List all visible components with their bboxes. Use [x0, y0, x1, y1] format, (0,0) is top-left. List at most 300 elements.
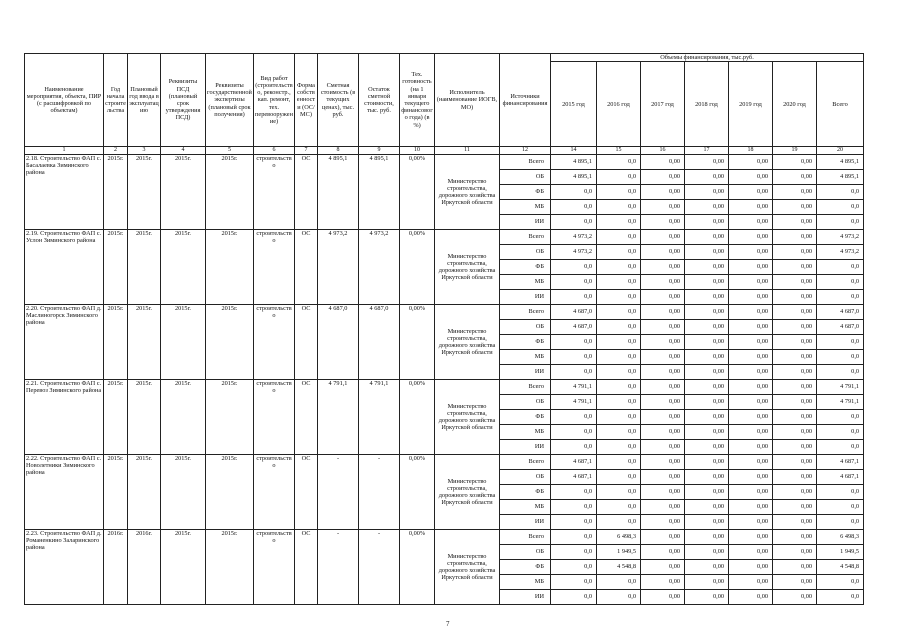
funding-value: 0,0 [551, 425, 597, 440]
ownership: ОС [295, 380, 318, 455]
funding-value: 0,00 [729, 590, 773, 605]
ownership: ОС [295, 230, 318, 305]
commission-year: 2015г. [128, 305, 161, 380]
column-number: 10 [400, 147, 435, 155]
funding-value: 4 687,0 [551, 305, 597, 320]
funding-value: 0,0 [817, 590, 864, 605]
funding-value: 0,00 [773, 545, 817, 560]
funding-source: ОБ [500, 170, 551, 185]
header-year-0: 2015 год [551, 62, 597, 147]
funding-value: 0,00 [641, 290, 685, 305]
funding-value: 0,0 [597, 590, 641, 605]
funding-value: 0,00 [685, 500, 729, 515]
start-year: 2015г. [104, 305, 128, 380]
funding-value: 0,0 [597, 290, 641, 305]
work-type: строительство [254, 380, 295, 455]
funding-value: 0,00 [685, 410, 729, 425]
estimated-cost: 4 895,1 [318, 155, 359, 230]
funding-source: Всего [500, 455, 551, 470]
funding-value: 0,0 [817, 290, 864, 305]
funding-value: 0,00 [641, 245, 685, 260]
funding-source: МБ [500, 425, 551, 440]
funding-value: 0,00 [685, 185, 729, 200]
estimated-cost: - [318, 455, 359, 530]
funding-value: 0,00 [773, 575, 817, 590]
funding-value: 0,00 [641, 560, 685, 575]
remaining-cost: 4 791,1 [359, 380, 400, 455]
funding-value: 4 973,2 [817, 230, 864, 245]
project-name: 2.23. Строительство ФАП д. Романенкино Заларинского района [25, 530, 104, 605]
funding-value: 0,00 [729, 365, 773, 380]
funding-source: ОБ [500, 245, 551, 260]
funding-source: ОБ [500, 320, 551, 335]
funding-value: 0,0 [817, 515, 864, 530]
table-row [25, 530, 864, 545]
funding-value: 0,00 [641, 170, 685, 185]
funding-source: ИИ [500, 515, 551, 530]
funding-value: 0,00 [641, 500, 685, 515]
funding-value: 0,0 [551, 335, 597, 350]
column-number: 1 [25, 147, 104, 155]
funding-value: 0,0 [597, 155, 641, 170]
funding-value: 0,0 [817, 215, 864, 230]
funding-source: ФБ [500, 410, 551, 425]
funding-value: 0,00 [641, 155, 685, 170]
funding-value: 0,00 [685, 440, 729, 455]
funding-value: 0,00 [641, 350, 685, 365]
funding-value: 0,00 [773, 500, 817, 515]
funding-value: 0,0 [817, 260, 864, 275]
funding-value: 0,00 [773, 290, 817, 305]
work-type: строительство [254, 455, 295, 530]
remaining-cost: - [359, 530, 400, 605]
funding-value: 4 895,1 [551, 155, 597, 170]
remaining-cost: 4 895,1 [359, 155, 400, 230]
funding-value: 0,00 [773, 455, 817, 470]
work-type: строительство [254, 230, 295, 305]
table-row [25, 305, 864, 320]
document-page [24, 53, 863, 605]
funding-value: 0,00 [773, 425, 817, 440]
funding-value: 0,0 [597, 200, 641, 215]
expertise-date: 2015г. [206, 230, 254, 305]
header-estimated-cost: Сметная стоимость (в текущих ценах), тыс. руб. [318, 54, 359, 147]
funding-value: 0,00 [641, 590, 685, 605]
executor: Министерство строительства, дорожного хозяйства Иркутской области [435, 305, 500, 380]
column-number: 9 [359, 147, 400, 155]
funding-value: 0,00 [641, 275, 685, 290]
funding-value: 0,00 [685, 260, 729, 275]
funding-source: ИИ [500, 365, 551, 380]
funding-value: 0,0 [817, 365, 864, 380]
column-number: 20 [817, 147, 864, 155]
funding-value: 4 687,1 [551, 470, 597, 485]
start-year: 2016г. [104, 530, 128, 605]
funding-value: 0,00 [773, 335, 817, 350]
funding-value: 0,0 [597, 320, 641, 335]
funding-value: 4 895,1 [551, 170, 597, 185]
funding-value: 0,00 [773, 230, 817, 245]
funding-value: 0,0 [817, 185, 864, 200]
header-remaining-cost: Остаток сметной стоимости, тыс. руб. [359, 54, 400, 147]
expertise-date: 2015г. [206, 305, 254, 380]
funding-value: 0,00 [773, 440, 817, 455]
funding-value: 0,00 [685, 515, 729, 530]
start-year: 2015г. [104, 455, 128, 530]
funding-source: Всего [500, 380, 551, 395]
funding-value: 0,0 [817, 410, 864, 425]
funding-value: 0,0 [551, 515, 597, 530]
funding-value: 0,0 [597, 500, 641, 515]
header-year-5: 2020 год [773, 62, 817, 147]
header-executor: Исполнитель (наименование ИОГВ, МО) [435, 54, 500, 147]
header-readiness: Тех. готовность (на 1 января текущего финансового года) (в %) [400, 54, 435, 147]
funding-value: 4 687,1 [817, 455, 864, 470]
funding-value: 0,0 [597, 365, 641, 380]
header-year-2: 2017 год [641, 62, 685, 147]
column-number: 14 [551, 147, 597, 155]
header-work-type: Вид работ (строительство, реконстр., кап. ремонт, тех. перевооружение) [254, 54, 295, 147]
start-year: 2015г. [104, 230, 128, 305]
table-row [25, 155, 864, 170]
financing-table [24, 53, 864, 605]
remaining-cost: 4 973,2 [359, 230, 400, 305]
header-funding-volumes: Объемы финансирования, тыс.руб. [551, 54, 864, 62]
funding-value: 0,00 [685, 170, 729, 185]
funding-source: МБ [500, 575, 551, 590]
funding-value: 0,00 [641, 230, 685, 245]
funding-value: 4 687,1 [817, 470, 864, 485]
funding-value: 0,0 [551, 260, 597, 275]
funding-source: ОБ [500, 470, 551, 485]
funding-source: ИИ [500, 590, 551, 605]
table-row [25, 230, 864, 245]
commission-year: 2015г. [128, 455, 161, 530]
funding-source: МБ [500, 350, 551, 365]
funding-value: 4 973,2 [817, 245, 864, 260]
funding-value: 0,00 [773, 320, 817, 335]
header-funding-sources: Источники финансирования [500, 54, 551, 147]
column-number: 4 [161, 147, 206, 155]
funding-value: 0,0 [597, 350, 641, 365]
funding-value: 4 895,1 [817, 170, 864, 185]
header-start-year: Год начала строительства [104, 54, 128, 147]
funding-value: 0,0 [597, 395, 641, 410]
funding-value: 0,00 [685, 230, 729, 245]
funding-value: 0,0 [817, 200, 864, 215]
funding-value: 0,0 [597, 245, 641, 260]
page-number: 7 [446, 620, 450, 628]
funding-value: 4 687,0 [551, 320, 597, 335]
funding-value: 0,00 [773, 155, 817, 170]
work-type: строительство [254, 305, 295, 380]
table-row [25, 455, 864, 470]
funding-value: 0,00 [729, 530, 773, 545]
ownership: ОС [295, 455, 318, 530]
funding-value: 0,00 [729, 230, 773, 245]
funding-value: 0,00 [773, 590, 817, 605]
psd-date: 2015г. [161, 455, 206, 530]
funding-value: 0,00 [773, 485, 817, 500]
column-number: 6 [254, 147, 295, 155]
funding-value: 4 548,8 [597, 560, 641, 575]
funding-value: 0,0 [551, 560, 597, 575]
funding-value: 4 687,1 [551, 455, 597, 470]
column-number: 17 [685, 147, 729, 155]
estimated-cost: 4 687,0 [318, 305, 359, 380]
funding-value: 0,0 [817, 575, 864, 590]
funding-source: ФБ [500, 485, 551, 500]
ownership: ОС [295, 305, 318, 380]
funding-value: 0,00 [729, 395, 773, 410]
column-number: 5 [206, 147, 254, 155]
funding-value: 0,00 [729, 335, 773, 350]
executor: Министерство строительства, дорожного хозяйства Иркутской области [435, 230, 500, 305]
funding-source: ФБ [500, 335, 551, 350]
estimated-cost: - [318, 530, 359, 605]
funding-value: 0,0 [597, 470, 641, 485]
funding-value: 0,00 [641, 335, 685, 350]
readiness: 0,00% [400, 455, 435, 530]
funding-value: 0,00 [729, 575, 773, 590]
funding-value: 0,00 [641, 215, 685, 230]
funding-value: 0,00 [729, 485, 773, 500]
funding-value: 0,00 [773, 305, 817, 320]
column-number: 2 [104, 147, 128, 155]
funding-value: 0,00 [641, 395, 685, 410]
funding-value: 4 973,2 [551, 230, 597, 245]
funding-value: 0,00 [773, 560, 817, 575]
start-year: 2015г. [104, 380, 128, 455]
commission-year: 2015г. [128, 380, 161, 455]
column-number: 15 [597, 147, 641, 155]
funding-value: 1 949,5 [817, 545, 864, 560]
funding-value: 4 687,0 [817, 320, 864, 335]
funding-value: 0,0 [817, 425, 864, 440]
funding-value: 0,00 [685, 530, 729, 545]
funding-source: Всего [500, 230, 551, 245]
funding-value: 0,00 [685, 395, 729, 410]
funding-value: 0,00 [729, 275, 773, 290]
funding-source: ОБ [500, 545, 551, 560]
funding-value: 0,00 [685, 560, 729, 575]
funding-value: 0,00 [773, 245, 817, 260]
psd-date: 2015г. [161, 380, 206, 455]
funding-value: 0,00 [685, 290, 729, 305]
funding-value: 0,00 [729, 515, 773, 530]
psd-date: 2015г. [161, 230, 206, 305]
header-year-3: 2018 год [685, 62, 729, 147]
readiness: 0,00% [400, 380, 435, 455]
project-name: 2.18. Строительство ФАП с. Басалаевка Зиминского района [25, 155, 104, 230]
funding-value: 0,0 [597, 185, 641, 200]
funding-value: 0,00 [729, 200, 773, 215]
ownership: ОС [295, 155, 318, 230]
funding-value: 0,00 [729, 410, 773, 425]
table-row [25, 380, 864, 395]
funding-value: 0,00 [729, 215, 773, 230]
funding-value: 0,00 [729, 185, 773, 200]
funding-value: 0,0 [551, 185, 597, 200]
column-number: 12 [500, 147, 551, 155]
readiness: 0,00% [400, 155, 435, 230]
column-number: 8 [318, 147, 359, 155]
funding-value: 0,00 [685, 305, 729, 320]
funding-value: 4 791,1 [817, 380, 864, 395]
psd-date: 2015г. [161, 155, 206, 230]
funding-value: 0,00 [641, 365, 685, 380]
funding-source: Всего [500, 155, 551, 170]
funding-value: 0,00 [729, 155, 773, 170]
estimated-cost: 4 973,2 [318, 230, 359, 305]
funding-value: 0,00 [641, 440, 685, 455]
header-year-4: 2019 год [729, 62, 773, 147]
funding-value: 4 791,1 [551, 395, 597, 410]
funding-source: ИИ [500, 290, 551, 305]
column-number: 16 [641, 147, 685, 155]
funding-value: 0,00 [773, 350, 817, 365]
funding-value: 0,00 [685, 155, 729, 170]
funding-value: 0,00 [685, 335, 729, 350]
funding-value: 0,0 [597, 335, 641, 350]
funding-value: 0,00 [729, 380, 773, 395]
funding-value: 6 498,3 [597, 530, 641, 545]
psd-date: 2015г. [161, 530, 206, 605]
funding-value: 0,00 [641, 470, 685, 485]
funding-value: 6 498,3 [817, 530, 864, 545]
funding-value: 0,00 [641, 320, 685, 335]
funding-value: 0,0 [817, 350, 864, 365]
funding-value: 0,00 [685, 215, 729, 230]
expertise-date: 2015г. [206, 155, 254, 230]
ownership: ОС [295, 530, 318, 605]
funding-value: 0,00 [641, 305, 685, 320]
funding-value: 0,0 [551, 500, 597, 515]
funding-value: 0,0 [551, 215, 597, 230]
funding-value: 0,00 [685, 275, 729, 290]
readiness: 0,00% [400, 530, 435, 605]
funding-value: 0,00 [685, 380, 729, 395]
funding-value: 4 791,1 [551, 380, 597, 395]
funding-value: 0,00 [641, 575, 685, 590]
funding-value: 0,0 [551, 275, 597, 290]
header-ownership: Форма собственности (ОС/МС) [295, 54, 318, 147]
funding-value: 0,00 [729, 260, 773, 275]
funding-source: ФБ [500, 260, 551, 275]
funding-value: 0,00 [641, 515, 685, 530]
funding-value: 4 687,0 [817, 305, 864, 320]
funding-value: 0,00 [773, 200, 817, 215]
funding-value: 0,0 [551, 410, 597, 425]
funding-value: 0,0 [551, 440, 597, 455]
funding-value: 0,00 [641, 455, 685, 470]
funding-source: ИИ [500, 215, 551, 230]
remaining-cost: - [359, 455, 400, 530]
project-name: 2.20. Строительство ФАП д. Маслиногорск Зиминского района [25, 305, 104, 380]
funding-value: 0,00 [729, 290, 773, 305]
funding-value: 0,00 [773, 185, 817, 200]
column-numbers-row [25, 147, 864, 155]
funding-value: 0,00 [773, 395, 817, 410]
funding-value: 0,0 [597, 260, 641, 275]
funding-value: 0,00 [641, 380, 685, 395]
funding-source: МБ [500, 500, 551, 515]
funding-value: 0,00 [729, 245, 773, 260]
funding-value: 0,00 [685, 425, 729, 440]
funding-value: 0,00 [685, 590, 729, 605]
funding-value: 0,00 [773, 380, 817, 395]
funding-value: 0,00 [729, 545, 773, 560]
funding-source: ОБ [500, 395, 551, 410]
funding-value: 0,0 [551, 530, 597, 545]
executor: Министерство строительства, дорожного хозяйства Иркутской области [435, 380, 500, 455]
project-name: 2.22. Строительство ФАП с. Новолетники Зиминского района [25, 455, 104, 530]
funding-value: 0,0 [597, 515, 641, 530]
funding-value: 0,00 [729, 170, 773, 185]
remaining-cost: 4 687,0 [359, 305, 400, 380]
header-expertise: Реквизиты государственной экспертизы (плановый срок получения) [206, 54, 254, 147]
expertise-date: 2015г. [206, 530, 254, 605]
funding-value: 0,00 [773, 365, 817, 380]
funding-value: 0,0 [597, 575, 641, 590]
funding-value: 0,0 [817, 485, 864, 500]
funding-value: 0,0 [551, 365, 597, 380]
funding-value: 4 548,8 [817, 560, 864, 575]
funding-value: 0,00 [729, 320, 773, 335]
readiness: 0,00% [400, 230, 435, 305]
funding-value: 0,00 [729, 305, 773, 320]
funding-value: 0,00 [773, 260, 817, 275]
readiness: 0,00% [400, 305, 435, 380]
funding-value: 0,0 [551, 200, 597, 215]
funding-value: 0,0 [597, 425, 641, 440]
funding-value: 0,00 [773, 530, 817, 545]
funding-value: 0,00 [641, 530, 685, 545]
column-number: 11 [435, 147, 500, 155]
executor: Министерство строительства, дорожного хозяйства Иркутской области [435, 455, 500, 530]
header-year-1: 2016 год [597, 62, 641, 147]
funding-value: 0,00 [641, 545, 685, 560]
funding-value: 0,00 [773, 275, 817, 290]
expertise-date: 2015г. [206, 380, 254, 455]
column-number: 18 [729, 147, 773, 155]
funding-value: 4 895,1 [817, 155, 864, 170]
funding-value: 0,00 [641, 425, 685, 440]
column-number: 19 [773, 147, 817, 155]
funding-value: 0,0 [597, 170, 641, 185]
funding-value: 0,0 [597, 380, 641, 395]
funding-value: 0,0 [551, 575, 597, 590]
start-year: 2015г. [104, 155, 128, 230]
psd-date: 2015г. [161, 305, 206, 380]
funding-value: 0,0 [551, 545, 597, 560]
header-psd: Реквизиты ПСД (плановый срок утверждения ПСД) [161, 54, 206, 147]
funding-source: Всего [500, 305, 551, 320]
funding-source: МБ [500, 200, 551, 215]
funding-value: 4 791,1 [817, 395, 864, 410]
column-number: 3 [128, 147, 161, 155]
expertise-date: 2015г. [206, 455, 254, 530]
funding-value: 0,0 [817, 335, 864, 350]
executor: Министерство строительства, дорожного хозяйства Иркутской области [435, 530, 500, 605]
funding-source: ИИ [500, 440, 551, 455]
column-number: 7 [295, 147, 318, 155]
funding-value: 0,0 [551, 590, 597, 605]
funding-value: 0,00 [685, 200, 729, 215]
funding-value: 0,0 [597, 455, 641, 470]
funding-value: 0,0 [597, 485, 641, 500]
funding-value: 0,00 [729, 440, 773, 455]
